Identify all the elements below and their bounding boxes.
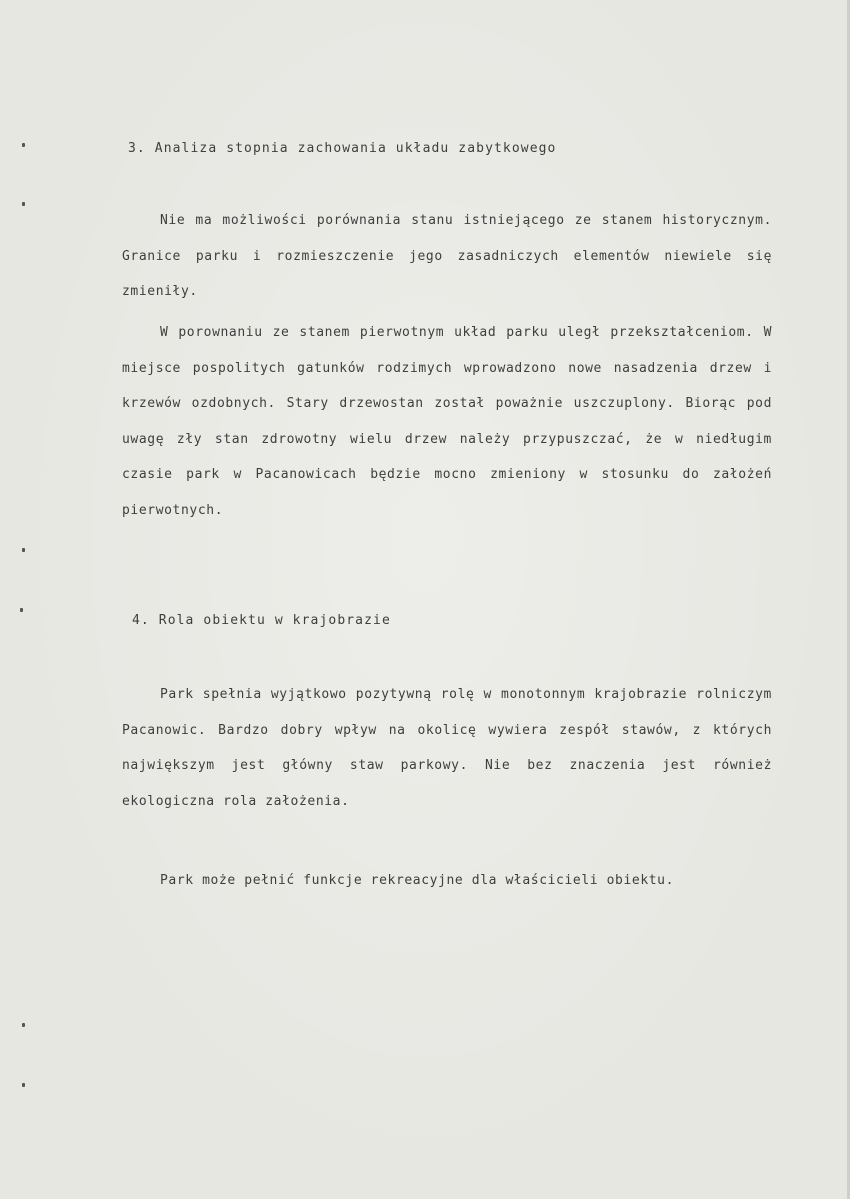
section-4-paragraph-2: Park może pełnić funkcje rekreacyjne dla właścicieli obiektu.: [160, 873, 675, 888]
margin-mark: [20, 608, 23, 612]
section-3-paragraph-2: W porownaniu ze stanem pierwotnym układ parku uległ przekształceniom. W miejsce pospolitych gatunków rodzimych wprowadzono nowe nasadzenia drzew i krzewów ozdobnych. Stary drzewostan został poważnie uszczuplony. Biorąc pod uwagę zły stan zdrowotny wielu drzew należy przypuszczać, że w niedługim czasie park w Pacanowicach będzie mocno zmieniony w stosunku do założeń pierwotnych.: [122, 325, 772, 518]
section-3-paragraph-1: Nie ma możliwości porównania stanu istniejącego ze stanem historycznym. Granice parku i rozmieszczenie jego zasadniczych elementów niewiele się zmieniły.: [122, 213, 772, 299]
margin-mark: [22, 1023, 25, 1027]
margin-mark: [22, 143, 25, 147]
section-3-heading: 3. Analiza stopnia zachowania układu zabytkowego: [128, 141, 557, 156]
section-4-heading: 4. Rola obiektu w krajobrazie: [132, 613, 391, 628]
margin-mark: [22, 202, 25, 206]
section-4-paragraph-1: Park spełnia wyjątkowo pozytywną rolę w monotonnym krajobrazie rolniczym Pacanowic. Bardzo dobry wpływ na okolicę wywiera zespół stawów, z których największym jest główny staw parkowy. Nie bez znaczenia jest również ekologiczna rola założenia.: [122, 687, 772, 809]
margin-mark: [22, 548, 25, 552]
margin-mark: [22, 1083, 25, 1087]
